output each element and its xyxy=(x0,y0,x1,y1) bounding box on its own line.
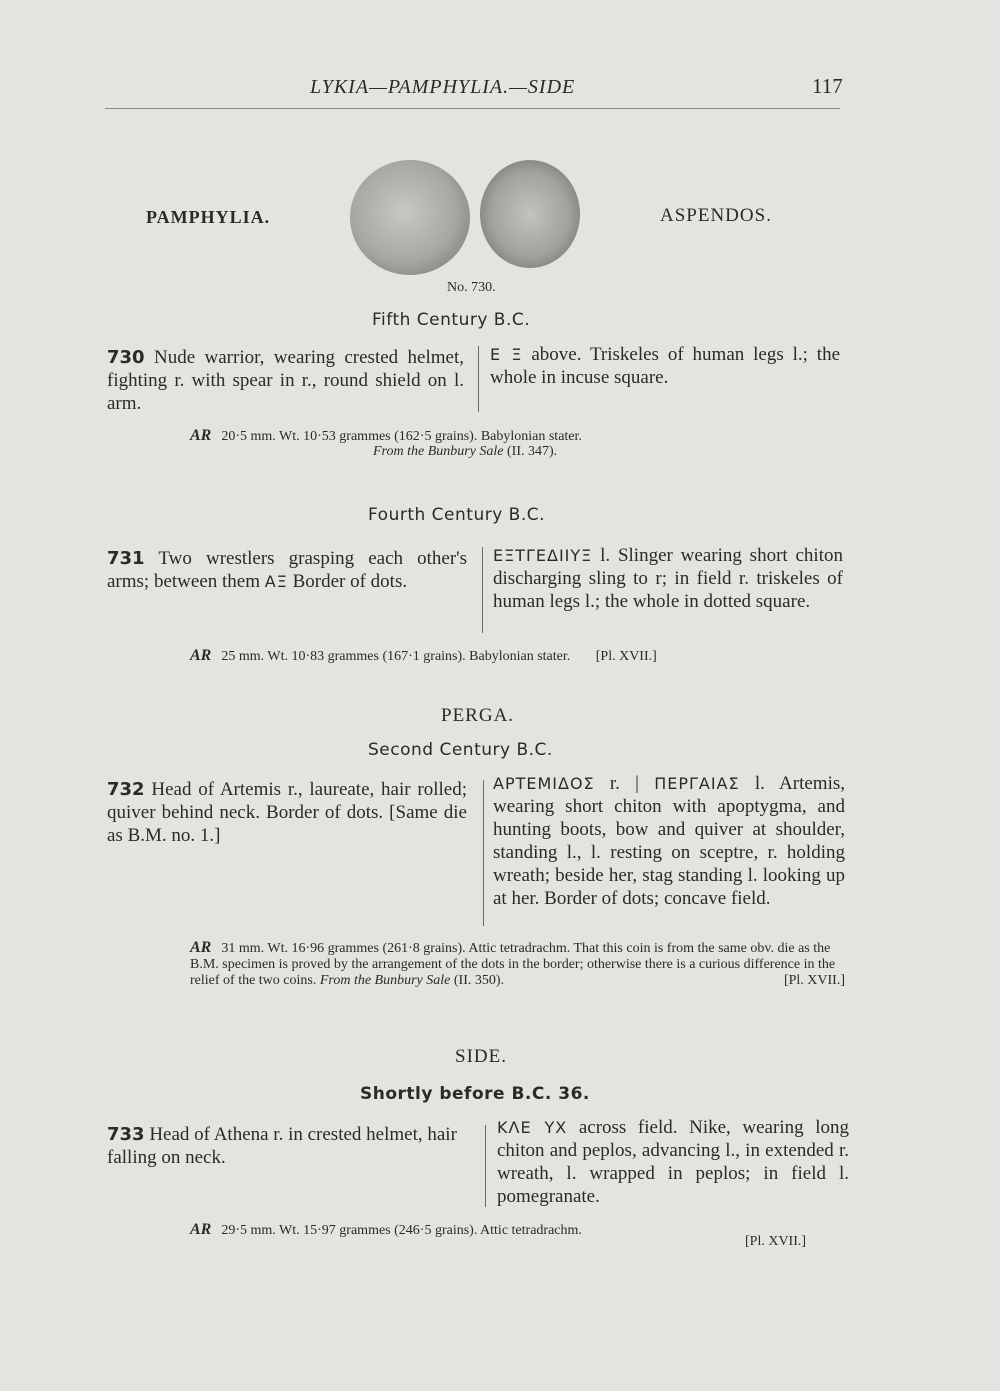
coin-731-obverse xyxy=(107,547,467,593)
metal-symbol: AR xyxy=(190,1221,212,1238)
reverse-text: l. Artemis, wearing short chiton with apoptygma, and hunting boots, bow and quiver at shoulder, standing l., l. resting on sceptre, r. holding wreath; beside her, stag standing l. looking up at her. Border of dots; concave field. xyxy=(493,773,846,909)
provenance-rest: (II. 347). xyxy=(507,444,558,459)
details-text: 25 mm. Wt. 10·83 grammes (167·1 grains). Babylonian stater. xyxy=(221,649,571,664)
plate-caption: No. 730. xyxy=(447,280,496,295)
coin-730-details xyxy=(190,428,750,445)
coin-730-reverse xyxy=(490,343,840,389)
region-heading: PAMPHYLIA. xyxy=(146,207,271,227)
coin-732-reverse xyxy=(493,772,845,910)
plate-reference: [Pl. XVII.] xyxy=(595,649,657,664)
coin-number: 731 xyxy=(107,548,145,569)
coin-730-provenance xyxy=(373,444,673,460)
coin-730-reverse-photo xyxy=(480,160,580,268)
reverse-legend-2: ΠΕΡΓΑΙΑΣ xyxy=(654,774,740,793)
column-divider xyxy=(485,1125,486,1207)
reverse-text: across field. Nike, wearing long chiton and peplos, advancing l., in extended r. wreath, l. wrapped in peplos; in field l. pomegranate. xyxy=(497,1117,849,1207)
details-text: 29·5 mm. Wt. 15·97 grammes (246·5 grains). Attic tetradrachm. xyxy=(221,1223,582,1238)
coin-733-details xyxy=(190,1222,790,1239)
page-number: 117 xyxy=(812,74,843,98)
details-text: 20·5 mm. Wt. 10·53 grammes (162·5 grains). Babylonian stater. xyxy=(221,429,582,444)
coin-number: 730 xyxy=(107,347,145,368)
coin-733-plate-reference: [Pl. XVII.] xyxy=(745,1234,807,1249)
reverse-legend: ΚΛΕ ΥΧ xyxy=(497,1118,568,1137)
provenance-italic: From the Bunbury Sale xyxy=(373,444,504,459)
metal-symbol: AR xyxy=(190,427,212,444)
obverse-legend: ΑΞ xyxy=(264,572,288,591)
provenance-italic: From the Bunbury Sale xyxy=(319,973,451,988)
column-divider xyxy=(483,780,484,926)
obverse-end: Border of dots. xyxy=(292,571,408,592)
reverse-legend: ΕΞΤΓΕΔΙΙΥΞ xyxy=(493,546,593,565)
coin-733-obverse xyxy=(107,1123,472,1169)
city-heading-side: SIDE. xyxy=(455,1046,507,1067)
obverse-text: Nude warrior, wearing crested helmet, fighting r. with spear in r., round shield on l. arm. xyxy=(107,347,464,414)
details-text: 31 mm. Wt. 16·96 grammes (261·8 grains). Attic tetradrachm. That this coin is from the same obv. die as the B.M. specimen is proved by the arrangement of the dots in the border; otherwise there is a curious difference in the relief of the two coins. xyxy=(190,941,836,988)
section-shortly-before: Shortly before B.C. 36. xyxy=(360,1084,590,1104)
obverse-text: Two wrestlers grasping each other's arms; between them xyxy=(107,548,467,592)
column-divider xyxy=(478,346,479,412)
coin-733-reverse xyxy=(497,1116,849,1208)
section-fifth-century: Fifth Century B.C. xyxy=(372,310,531,330)
running-title: LYKIA—PAMPHYLIA.—SIDE xyxy=(310,76,576,98)
reverse-legend: Ε Ξ xyxy=(490,345,523,364)
reverse-legend-1: ΑΡΤΕΜΙΔΟΣ xyxy=(493,774,595,793)
coin-number: 732 xyxy=(107,779,145,800)
obverse-text: Head of Athena r. in crested helmet, hair falling on neck. xyxy=(107,1124,457,1168)
provenance-rest: (II. 350). xyxy=(453,973,505,988)
metal-symbol: AR xyxy=(190,939,212,956)
coin-732-details xyxy=(190,940,845,989)
section-second-century: Second Century B.C. xyxy=(368,740,553,760)
reverse-text: above. Triskeles of human legs l.; the whole in incuse square. xyxy=(490,344,841,388)
column-divider xyxy=(482,547,483,633)
coin-number: 733 xyxy=(107,1124,145,1145)
city-heading-perga: PERGA. xyxy=(441,705,515,726)
coin-731-details xyxy=(190,648,830,665)
obverse-text: Head of Artemis r., laureate, hair rolled; quiver behind neck. Border of dots. [Same die as B.M. no. 1.] xyxy=(107,779,467,846)
reverse-mid: r. | xyxy=(609,773,639,794)
coin-732-obverse xyxy=(107,778,467,847)
city-heading-aspendos: ASPENDOS. xyxy=(660,205,772,226)
coin-730-obverse xyxy=(107,346,464,415)
header-rule xyxy=(105,108,840,109)
coin-730-obverse-photo xyxy=(350,160,470,275)
plate-reference: [Pl. XVII.] xyxy=(783,973,845,988)
coin-731-reverse xyxy=(493,544,843,613)
metal-symbol: AR xyxy=(190,647,212,664)
section-fourth-century: Fourth Century B.C. xyxy=(368,505,546,525)
reverse-text: l. Slinger wearing short chiton discharging sling to r; in field r. triskeles of human legs l.; the whole in dotted square. xyxy=(493,545,843,612)
